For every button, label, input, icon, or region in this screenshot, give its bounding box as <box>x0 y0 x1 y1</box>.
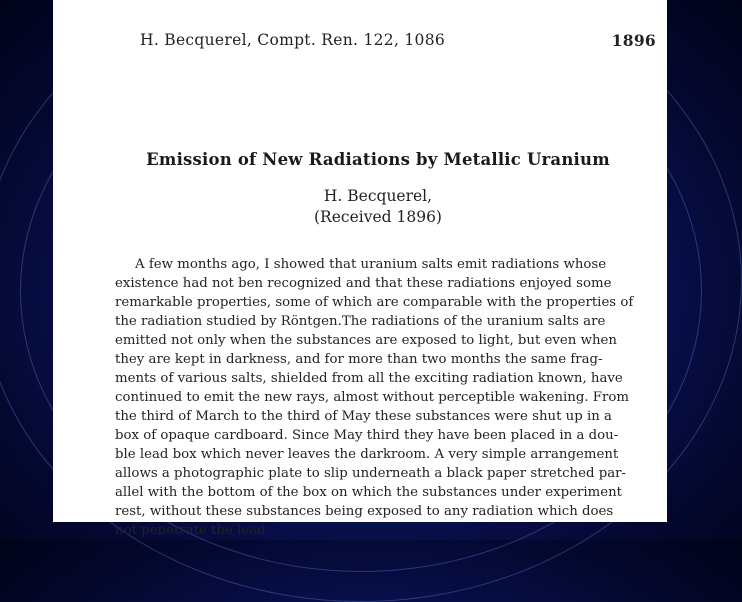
body-line: the radiation studied by Röntgen.The radiations of the uranium salts are <box>115 314 606 329</box>
citation-header <box>140 31 656 50</box>
author-name: H. Becquerel, <box>323 187 433 205</box>
body-line: ble lead box which never leaves the darkroom. A very simple arrangement <box>115 447 619 462</box>
body-line: rest, without these substances being exposed to any radiation which does <box>115 504 614 519</box>
body-line: emitted not only when the substances are exposed to light, but even when <box>115 333 617 348</box>
body-line: allows a photographic plate to slip underneath a black paper stretched par- <box>115 466 627 481</box>
author-block <box>53 186 667 228</box>
citation-year: 1896 <box>611 31 656 50</box>
paper-title: Emission of New Radiations by Metallic Uranium <box>146 150 610 169</box>
paper-body <box>115 255 660 540</box>
body-line: ments of various salts, shielded from all the exciting radiation known, have <box>115 371 623 386</box>
body-line: A few months ago, I showed that uranium salts emit radiations whose <box>135 257 607 272</box>
body-line: remarkable properties, some of which are comparable with the properties of <box>115 295 634 310</box>
body-line: not penetrate the lead. <box>115 523 270 538</box>
body-line: continued to emit the new rays, almost without perceptible wakening. From <box>115 390 630 405</box>
body-line: the third of March to the third of May these substances were shut up in a <box>115 409 612 424</box>
body-line: box of opaque cardboard. Since May third they have been placed in a dou- <box>115 428 619 443</box>
body-line: allel with the bottom of the box on which the substances under experiment <box>115 485 622 500</box>
body-line: existence had not ben recognized and that these radiations enjoyed some <box>115 276 612 291</box>
citation-text: H. Becquerel, Compt. Ren. 122, 1086 <box>140 31 446 49</box>
document-page <box>53 0 667 538</box>
body-line: they are kept in darkness, and for more than two months the same frag- <box>115 352 603 367</box>
received-date: (Received 1896) <box>314 208 442 226</box>
